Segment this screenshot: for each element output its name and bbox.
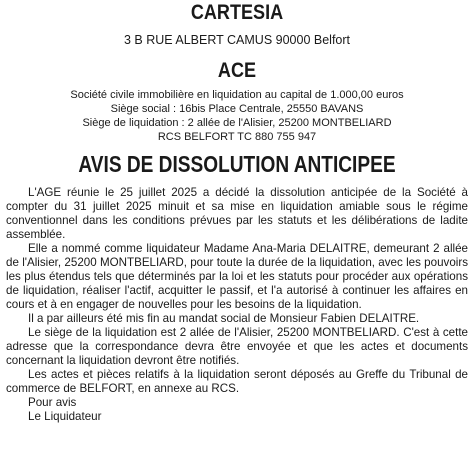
paragraph-mandate-end: Il a par ailleurs été mis fin au mandat social de Monsieur Fabien DELAITRE. <box>28 312 420 325</box>
company1-name: CARTESIA <box>190 1 284 24</box>
paragraph-liquidator: Elle a nommé comme liquidateur Madame Ana-Maria DELAITRE, demeurant 2 allée de l'Alisier, 25200 MONTBELIARD, pour toute la durée de la liquidation, avec les pouvoirs les plus étendus tels que déterminés par la loi et les statuts pour procéder aux opérations de liquidation, réaliser l'actif, acquitter le passif, et l'a autorisé à continuer les affaires en cours et à en engager de nouvelles pour les besoins de la liquidation. <box>6 242 468 311</box>
paragraph-filing: Les actes et pièces relatifs à la liquidation seront déposés au Greffe du Tribunal de commerce de BELFORT, en annexe au RCS. <box>6 368 468 395</box>
paragraph-liquidation-seat: Le siège de la liquidation est 2 allée de l'Alisier, 25200 MONTBELIARD. C'est à cette adresse que la correspondance devra être envoyée et que les actes et documents concernant la liquidation devront être notifiés. <box>6 326 468 367</box>
company1-block <box>6 2 468 26</box>
company2-name: ACE <box>217 59 257 82</box>
company1-address: 3 B RUE ALBERT CAMUS 90000 Belfort <box>123 33 351 47</box>
company2-registered-office: Siège social : 16bis Place Centrale, 25550 BAVANS <box>110 103 364 115</box>
company2-liquidation-office: Siège de liquidation : 2 allée de l'Alisier, 25200 MONTBELIARD <box>82 117 392 129</box>
company2-block <box>6 60 468 84</box>
company2-details <box>6 88 468 144</box>
company2-capital: Société civile immobilière en liquidation au capital de 1.000,00 euros <box>70 89 404 101</box>
signature: Le Liquidateur <box>28 410 102 423</box>
paragraph-decision: L'AGE réunie le 25 juillet 2025 a décidé la dissolution anticipée de la Société à compter du 31 juillet 2025 minuit et sa mise en liquidation amiable sous le régime conventionnel dans les conditions prévues par les statuts et les délibérations de ladite assemblée. <box>6 186 468 241</box>
notice-body <box>6 186 468 424</box>
closing-formula: Pour avis <box>28 396 77 409</box>
notice-heading: AVIS DE DISSOLUTION ANTICIPEE <box>78 151 396 177</box>
company2-rcs: RCS BELFORT TC 880 755 947 <box>157 131 317 143</box>
